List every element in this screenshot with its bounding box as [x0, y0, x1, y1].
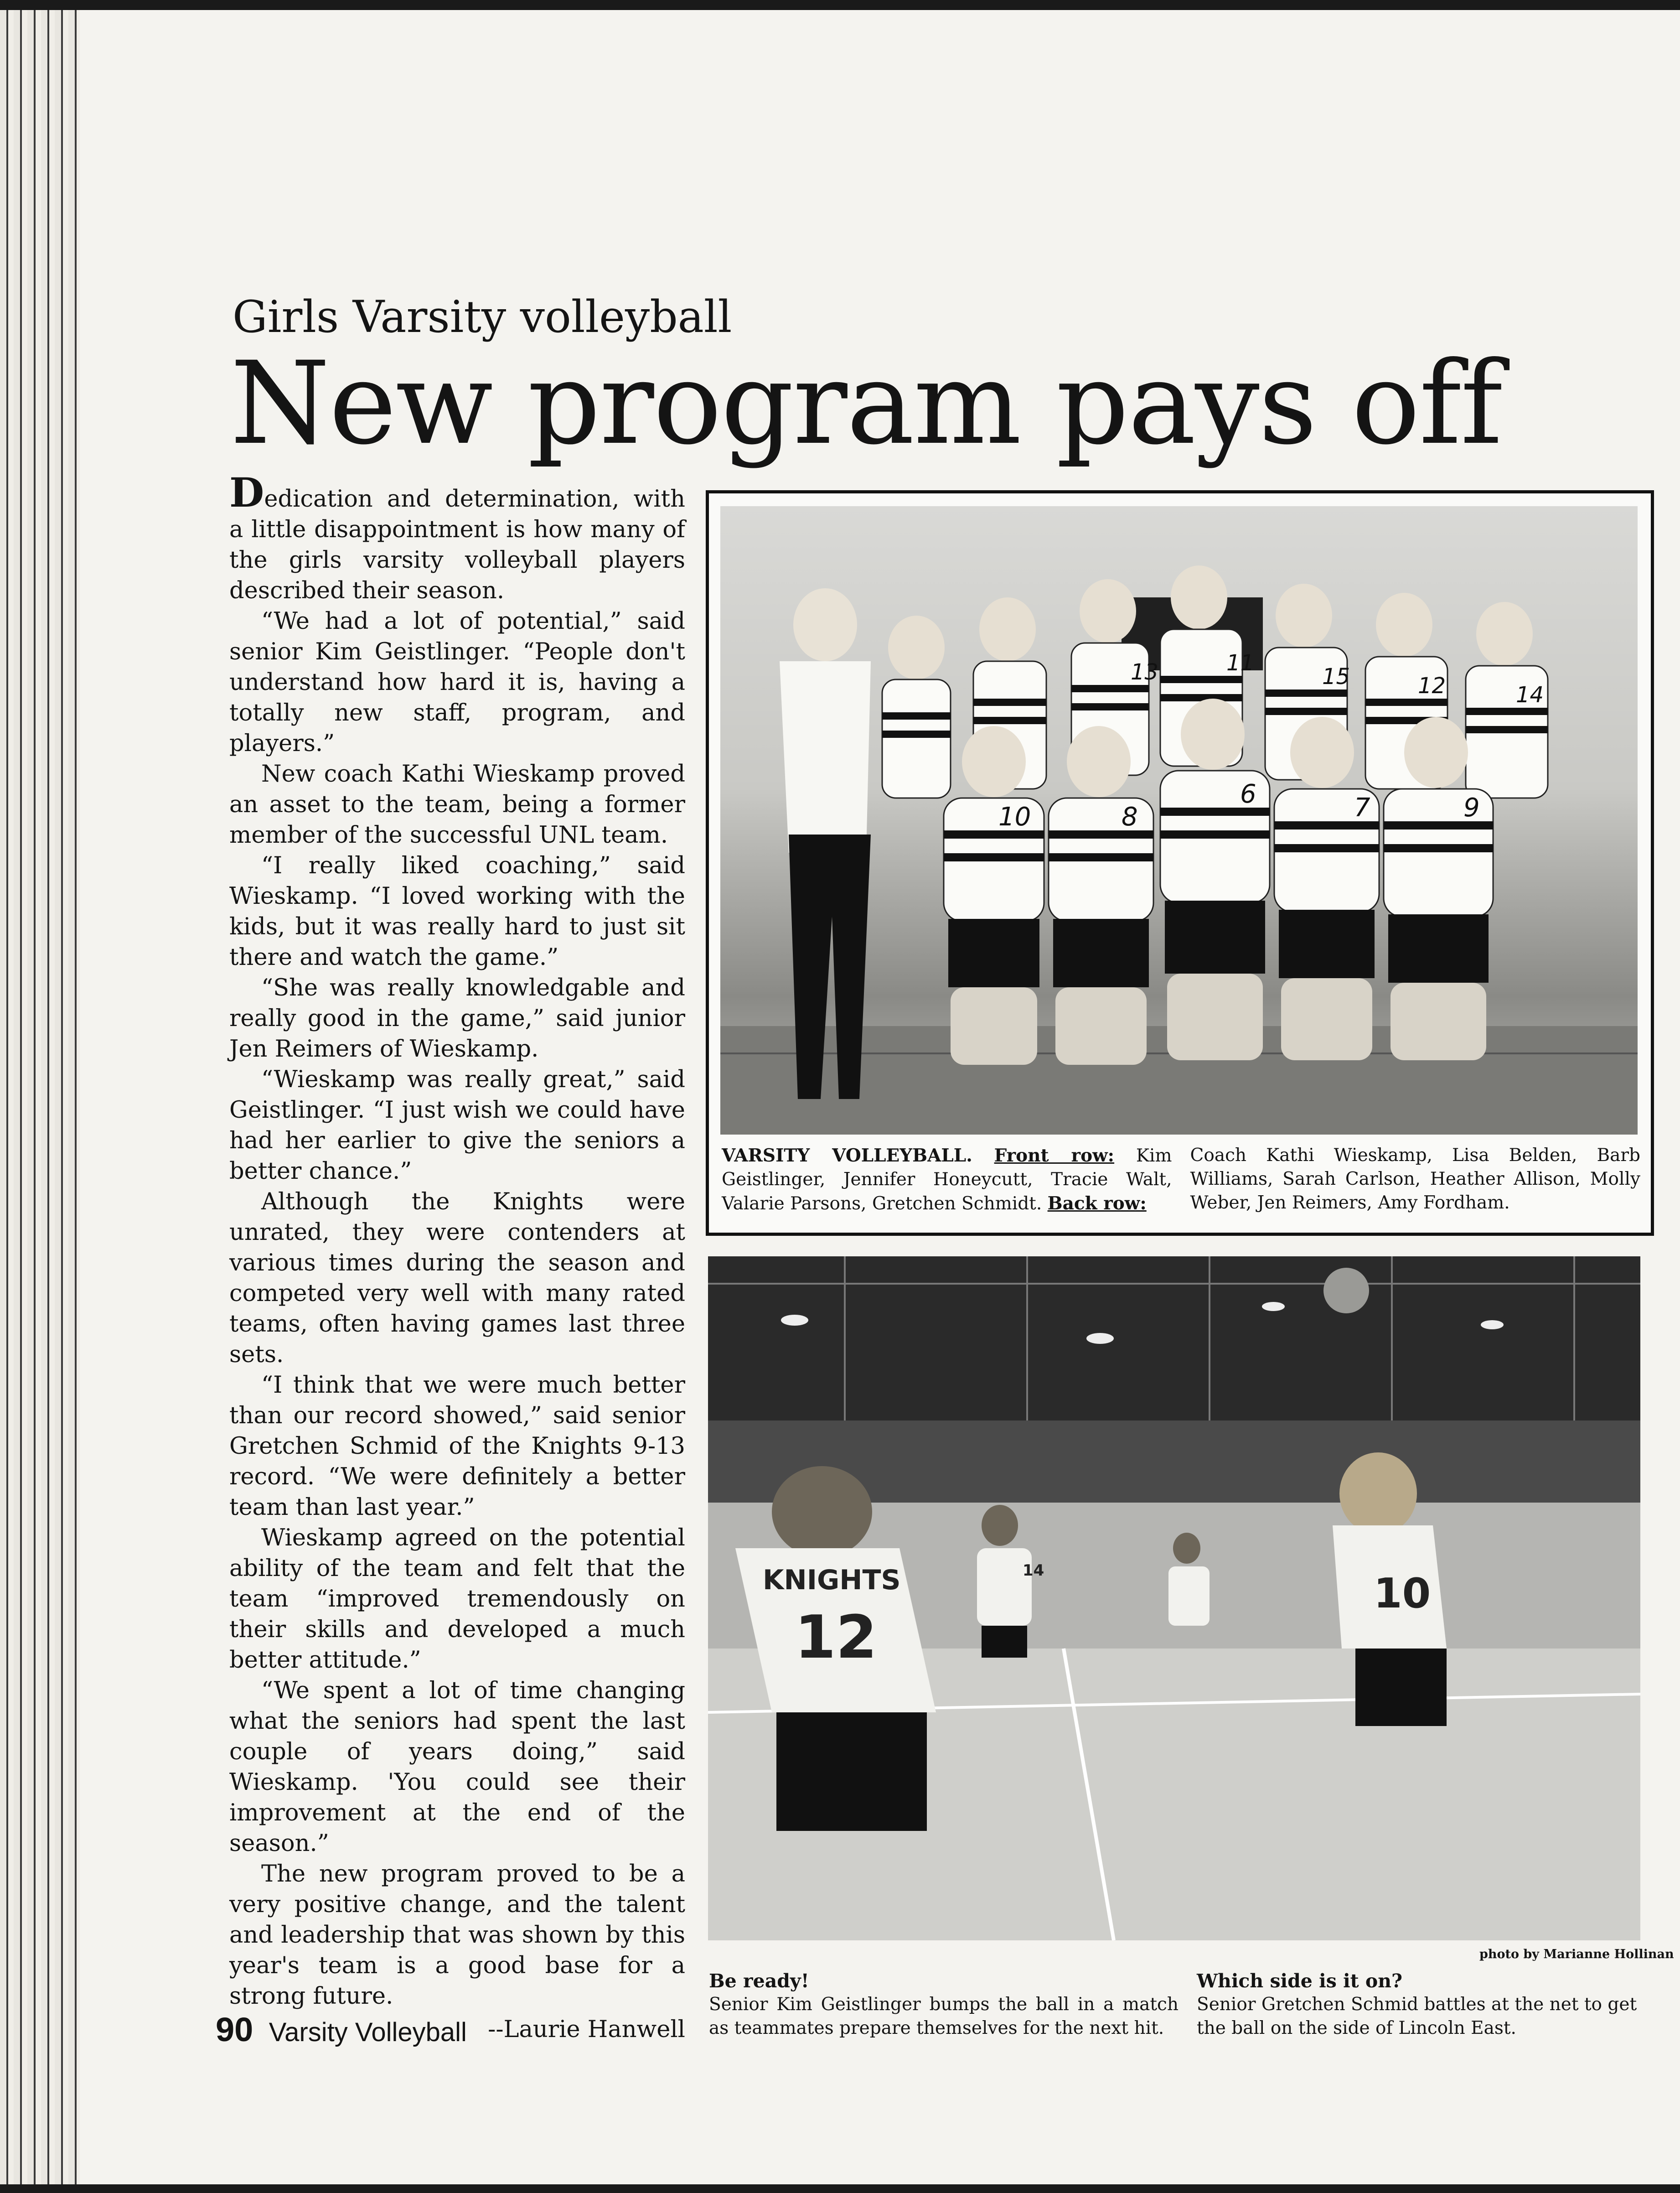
- article-paragraph: “We spent a lot of time changing what the seniors had spent the last couple of years doing,” said Wieskamp. 'You could see their improvement at the end of the season.”: [229, 1677, 685, 1857]
- article-paragraph: The new program proved to be a very positive change, and the talent and leadership that was shown by this year's team is a good base for a strong future.: [229, 1861, 685, 2010]
- drop-cap: D: [229, 469, 264, 516]
- team-photo: [720, 506, 1638, 1135]
- article-paragraph: Wieskamp agreed on the potential ability of the team and felt that the team “improved tremendously on their skills and developed a much better attitude.”: [229, 1524, 685, 1674]
- caption-title: VARSITY VOLLEYBALL.: [722, 1145, 972, 1166]
- scan-top-border: [0, 0, 1680, 10]
- article-paragraph: Although the Knights were unrated, they were contenders at various times during the season and competed very well with many rated teams, often having games last three sets.: [229, 1188, 685, 1368]
- byline: --Laurie Hanwell: [488, 2016, 685, 2043]
- photo-credit: photo by Marianne Hollinan: [1479, 1947, 1674, 1961]
- jersey-number: 10: [998, 802, 1031, 832]
- article-paragraph: “Wieskamp was really great,” said Geistlinger. “I just wish we could have had her earlier to give the seniors a better chance.”: [229, 1066, 685, 1185]
- jersey-number: 12: [1418, 673, 1446, 699]
- caption-heading: Be ready!: [709, 1970, 809, 1992]
- jersey-number: 10: [1374, 1570, 1431, 1618]
- headline: New program pays off: [230, 337, 1502, 470]
- kicker: Girls Varsity volleyball: [233, 291, 732, 342]
- article-paragraph: Dedication and determination, with a little disappointment is how many of the girls varsity volleyball players described their season.: [229, 469, 685, 604]
- jersey-number: 14: [1023, 1561, 1044, 1580]
- page-stack-edge: [0, 0, 80, 2193]
- jersey-number: 11: [1226, 650, 1255, 676]
- caption-back-names: Coach Kathi Wieskamp, Lisa Belden, Barb Williams, Sarah Carlson, Heather Allison, Molly Weber, Jen Reimers, Amy Fordham.: [1190, 1145, 1640, 1213]
- jersey-number: 9: [1463, 793, 1480, 823]
- article-paragraph: “I really liked coaching,” said Wieskamp. “I loved working with the kids, but it was really hard to just sit there and watch the game.”: [229, 852, 685, 971]
- article-paragraph: “I think that we were much better than our record showed,” said senior Gretchen Schmid of the Knights 9-13 record. “We were definitely a better team than last year.”: [229, 1372, 685, 1521]
- page-folio: [216, 2010, 467, 2049]
- caption-text: Senior Kim Geistlinger bumps the ball in a match as teammates prepare themselves for the next hit.: [709, 1994, 1179, 2038]
- scan-bottom-border: [0, 2184, 1680, 2193]
- caption-column-left: [722, 1144, 1172, 1216]
- team-photo-caption: [722, 1144, 1640, 1216]
- section-label: Varsity Volleyball: [269, 2017, 467, 2047]
- caption-column-right: [1190, 1144, 1641, 1216]
- jersey-number: 8: [1122, 802, 1138, 832]
- action-photo-illustration: [708, 1256, 1640, 1940]
- article-body: [229, 469, 685, 2045]
- jersey-number: 7: [1354, 793, 1370, 823]
- caption-front-label: Front row:: [994, 1145, 1115, 1166]
- caption-front-names: Kim Geistlinger, Jennifer Honeycutt, Tracie Walt, Valarie Parsons, Gretchen Schmidt.: [722, 1146, 1172, 1214]
- jersey-number: 6: [1240, 779, 1256, 809]
- jersey-number: 13: [1131, 659, 1159, 685]
- caption-text: Senior Gretchen Schmid battles at the net to get the ball on the side of Lincoln East.: [1197, 1994, 1637, 2038]
- page-number: 90: [216, 2011, 253, 2048]
- jersey-number: 12: [795, 1602, 877, 1672]
- article-paragraph: “She was really knowledgable and really good in the game,” said junior Jen Reimers of Wieskamp.: [229, 975, 685, 1063]
- jersey-number: 14: [1516, 682, 1544, 708]
- action-caption-left: [709, 1969, 1179, 2040]
- jersey-text: KNIGHTS: [763, 1564, 901, 1596]
- action-caption-right: [1197, 1969, 1662, 2040]
- article-paragraph: “We had a lot of potential,” said senior Kim Geistlinger. “People don't understand how hard it is, having a totally new staff, program, and players.”: [229, 608, 685, 757]
- team-photo-illustration: [720, 506, 1638, 1135]
- action-photo: [708, 1256, 1640, 1940]
- caption-heading: Which side is it on?: [1197, 1970, 1403, 1992]
- caption-back-label: Back row:: [1047, 1193, 1147, 1214]
- jersey-number: 15: [1322, 664, 1350, 690]
- article-paragraph: New coach Kathi Wieskamp proved an asset to the team, being a former member of the successful UNL team.: [229, 761, 685, 849]
